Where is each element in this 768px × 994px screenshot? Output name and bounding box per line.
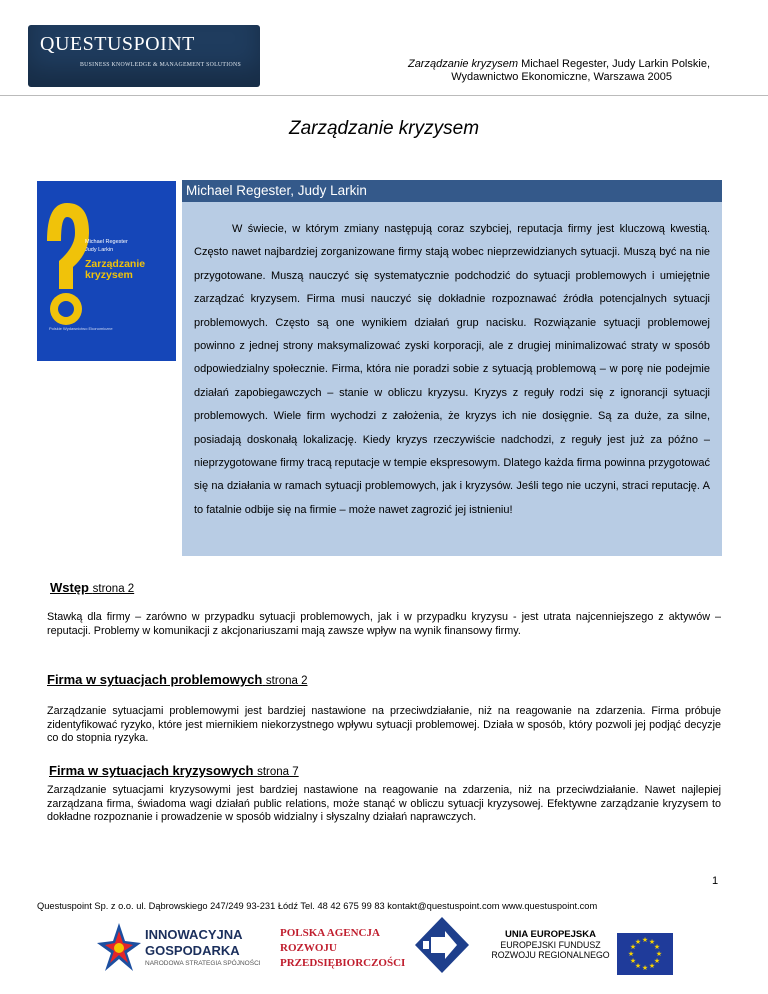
section-title: Firma w sytuacjach kryzysowych bbox=[49, 763, 254, 778]
section-heading-kryzysowe bbox=[49, 763, 299, 778]
svg-text:★: ★ bbox=[641, 964, 649, 972]
innowacyjna-gospodarka-logo bbox=[97, 915, 267, 987]
summary-panel bbox=[182, 180, 722, 556]
section-body-problemowe: Zarządzanie sytuacjami problemowymi jest bardziej nastawione na przeciwdziałanie, niż na reagowanie na zdarzenia. Firma próbuje zidentyfikować ryzyko, które jest miernikiem niekorzystnego wpływu sytuacji problemowej. Działa w sposób, który pozwoli jej podjąć decyzje co do stopnia ryzyka. bbox=[47, 705, 721, 744]
svg-text:★: ★ bbox=[634, 962, 642, 970]
book-author-1: Michael Regester bbox=[85, 239, 128, 245]
header-divider bbox=[0, 95, 768, 96]
book-cover-image bbox=[37, 181, 176, 361]
parp-line1: POLSKA AGENCJA bbox=[280, 927, 380, 939]
eu-flag-icon bbox=[617, 933, 673, 975]
section-page-ref: strona 2 bbox=[92, 583, 135, 595]
section-heading-problemowe bbox=[47, 672, 307, 687]
section-title: Wstęp bbox=[50, 580, 89, 595]
footer-contact: Questuspoint Sp. z o.o. ul. Dąbrowskiego 247/249 93-231 Łódź Tel. 48 42 675 99 83 kontakt@questuspoint.com www.questuspoint.com bbox=[37, 901, 598, 911]
section-body-kryzysowe: Zarządzanie sytuacjami kryzysowymi jest bardziej nastawione na reagowanie na zdarzenia, niż na przeciwdziałanie. Nawet najlepiej zarządzana firma, świadoma wagi działań public relations, może stanąć w obliczu sytuacji kryzysowej. Efektywne zarządzanie kryzysem to dokładne rozpoznanie i prowadzenie w sposób widzialny i słyszalny działań naprawczych. bbox=[47, 784, 721, 823]
svg-text:★: ★ bbox=[653, 943, 661, 951]
parp-arrows-icon bbox=[413, 915, 471, 975]
section-body-wstep: Stawką dla firmy – zarówno w przypadku sytuacji problemowych, jak i w przypadku kryzysu - jest utrata najcenniejszego z aktywów – reputacji. Problemy w komunikacji z akcjonariuszami mają zawsze wpływ na wynik finansowy firmy. bbox=[47, 611, 721, 637]
svg-text:★: ★ bbox=[629, 957, 637, 965]
header-ref-rest: Michael Regester, Judy Larkin Polskie, bbox=[518, 58, 710, 70]
section-page-ref: strona 7 bbox=[257, 766, 299, 778]
book-title bbox=[85, 259, 175, 281]
parp-logo bbox=[280, 915, 405, 987]
summary-heading: Michael Regester, Judy Larkin bbox=[182, 180, 722, 202]
innowacyjna-star-icon bbox=[97, 921, 141, 981]
logo-sub-text: BUSINESS KNOWLEDGE & MANAGEMENT SOLUTIONS bbox=[80, 62, 241, 68]
eu-fund-label bbox=[488, 929, 613, 977]
logo-main-text: QUESTUSPOINT bbox=[40, 33, 195, 55]
book-title-line2: kryzysem bbox=[85, 269, 133, 281]
svg-text:★: ★ bbox=[634, 938, 642, 946]
svg-text:★: ★ bbox=[627, 950, 635, 958]
svg-text:★: ★ bbox=[648, 938, 656, 946]
section-page-ref: strona 2 bbox=[265, 675, 308, 687]
parp-line3: PRZEDSIĘBIORCZOŚCI bbox=[280, 957, 406, 969]
questuspoint-logo bbox=[28, 25, 260, 87]
eu-line1: UNIA EUROPEJSKA bbox=[505, 929, 596, 940]
page-title: Zarządzanie kryzysem bbox=[288, 118, 480, 139]
innowacyjna-line3: NARODOWA STRATEGIA SPÓJNOŚCI bbox=[145, 960, 261, 967]
eu-flag-stars bbox=[617, 933, 673, 975]
header-ref-title: Zarządzanie kryzysem bbox=[407, 58, 519, 70]
book-title-line1: Zarządzanie bbox=[85, 258, 146, 270]
parp-arrows-graphic bbox=[413, 915, 471, 975]
svg-text:★: ★ bbox=[655, 950, 663, 958]
book-publisher: Polskie Wydawnictwo Ekonomiczne bbox=[49, 326, 113, 331]
eu-line3: ROZWOJU REGIONALNEGO bbox=[491, 950, 610, 960]
svg-text:★: ★ bbox=[641, 936, 649, 944]
summary-text: W świecie, w którym zmiany następują coraz szybciej, reputacja firmy jest kluczową kwestią. Często nawet najbardziej zorganizowane firmy stają wobec nieprzewidzianych sytuacji. Muszą być na nie przygotowane. Muszą nauczyć się systematycznie podchodzić do sytuacji problemowych i umiejętnie zarządzać kryzysem. Firma musi nauczyć się dokładnie rozpoznawać źródła potencjalnych sytuacji problemowych. Często są one wynikiem działań grup nacisku. Rozwiązanie sytuacji problemowej powinno z jednej strony maksymalizować zyski korporacji, ale z drugiej minimalizować straty w sposób odpowiedzialny społecznie. Firma, która nie poradzi sobie z sytuacją problemową – w porę nie podejmie działań zapobiegawczych – stanie w obliczu kryzysu. Kryzys z reguły rodzi się z ignorancji sytuacji problemowych. Wiele firm wychodzi z założenia, że kryzys ich nie dosięgnie. Są za duże, za silne, posiadają doskonałą lokalizację. Kiedy kryzys rzeczywiście nadchodzi, z reguły jest już za późno – nieprzygotowane firmy tracą reputacje w tempie ekspresowym. Dlatego każda firma powinna przygotować się na działania w ramach sytuacji problemowych, jak i kryzysów. Jeśli tego nie uczyni, straci reputację. A to fatalnie odbije się na firmie – może nawet zagrozić jej istnieniu! bbox=[194, 223, 711, 516]
eu-line2: EUROPEJSKI FUNDUSZ bbox=[500, 940, 601, 950]
page-number: 1 bbox=[712, 875, 719, 887]
svg-text:★: ★ bbox=[648, 962, 656, 970]
innowacyjna-line1: INNOWACYJNA bbox=[145, 927, 243, 942]
header-reference bbox=[408, 58, 710, 70]
book-authors bbox=[85, 238, 165, 254]
book-author-2: Judy Larkin bbox=[85, 247, 114, 253]
innowacyjna-line2: GOSPODARKA bbox=[145, 943, 240, 958]
section-heading-wstep bbox=[50, 580, 134, 595]
parp-line2: ROZWOJU bbox=[280, 942, 337, 954]
svg-text:★: ★ bbox=[629, 943, 637, 951]
header-reference-line2: Wydawnictwo Ekonomiczne, Warszawa 2005 bbox=[451, 71, 672, 83]
svg-text:★: ★ bbox=[653, 957, 661, 965]
section-title: Firma w sytuacjach problemowych bbox=[47, 672, 263, 687]
